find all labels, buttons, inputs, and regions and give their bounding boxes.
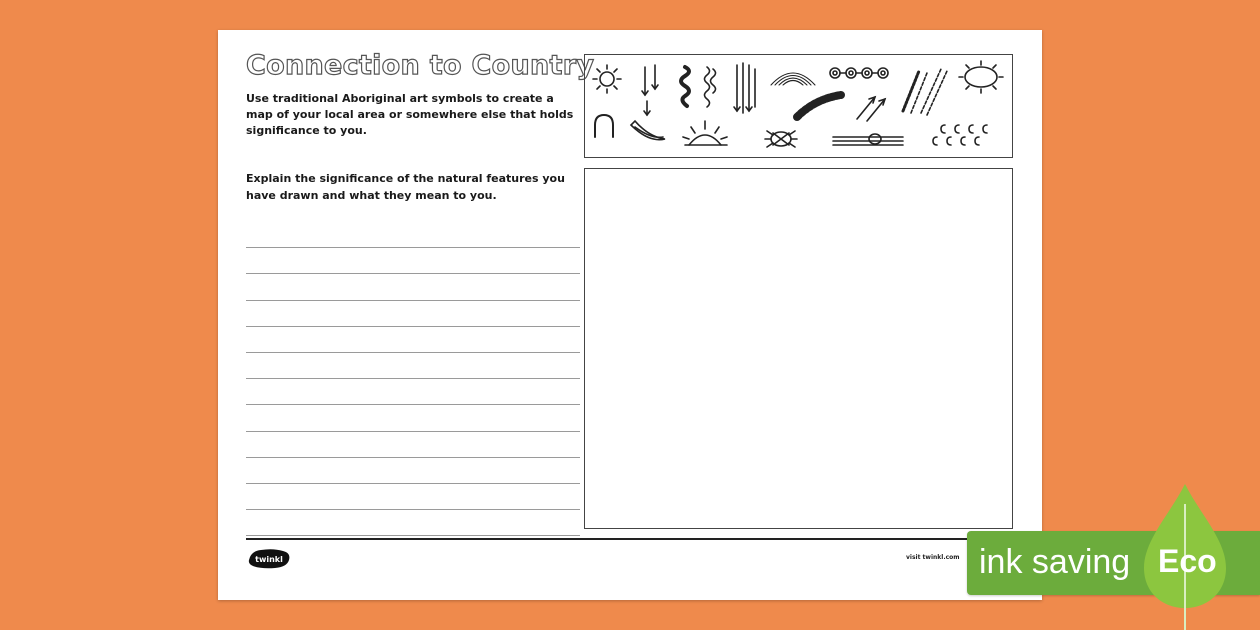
- spider-icon: [765, 131, 797, 147]
- worksheet-title: Connection to Country: [246, 50, 595, 81]
- lizard-icon: [903, 69, 947, 115]
- down-arrows-icon: [642, 65, 658, 115]
- footer-divider: [246, 538, 1013, 540]
- writing-line[interactable]: [246, 458, 580, 484]
- writing-line[interactable]: [246, 301, 580, 327]
- footprints-icon: [933, 125, 987, 145]
- writing-line[interactable]: [246, 405, 580, 431]
- explain-prompt: Explain the significance of the natural features you have drawn and what they mean to you.: [246, 172, 565, 202]
- writing-line[interactable]: [246, 327, 580, 353]
- twinkl-logo: [245, 546, 293, 570]
- writing-line[interactable]: [246, 484, 580, 510]
- writing-line[interactable]: [246, 379, 580, 405]
- eco-label: Eco: [1158, 543, 1217, 579]
- waterhole-chain-icon: [830, 68, 888, 78]
- seat-icon: [595, 115, 613, 137]
- grass-lines-icon: [833, 134, 903, 145]
- logo-text: twinkl: [255, 555, 283, 564]
- spears-icon: [857, 97, 885, 121]
- worksheet-page: [218, 30, 1042, 600]
- boomerang-icon: [631, 121, 665, 140]
- sun-icon: [593, 65, 621, 93]
- caterpillar-icon: [797, 95, 841, 117]
- ink-saving-text: ink saving: [979, 543, 1131, 581]
- writing-line[interactable]: [246, 432, 580, 458]
- art-symbols-panel: [584, 54, 1013, 158]
- rainbow-icon: [771, 73, 815, 85]
- wavy-lines-icon: [705, 67, 716, 107]
- snake-icon: [681, 67, 689, 106]
- sun-spiral-icon: [959, 61, 1003, 93]
- sunrise-icon: [683, 121, 727, 145]
- footer-url[interactable]: visit twinkl.com: [906, 554, 960, 561]
- writing-line[interactable]: [246, 353, 580, 379]
- writing-lines: [246, 222, 580, 536]
- writing-line[interactable]: [246, 222, 580, 248]
- instructions-text: Use traditional Aboriginal art symbols to create a map of your local area or somewhere else that holds significance to you.: [246, 92, 574, 137]
- writing-line[interactable]: [246, 510, 580, 536]
- writing-line[interactable]: [246, 248, 580, 274]
- drawing-area[interactable]: [584, 168, 1013, 529]
- writing-line[interactable]: [246, 274, 580, 300]
- running-water-icon: [734, 63, 755, 113]
